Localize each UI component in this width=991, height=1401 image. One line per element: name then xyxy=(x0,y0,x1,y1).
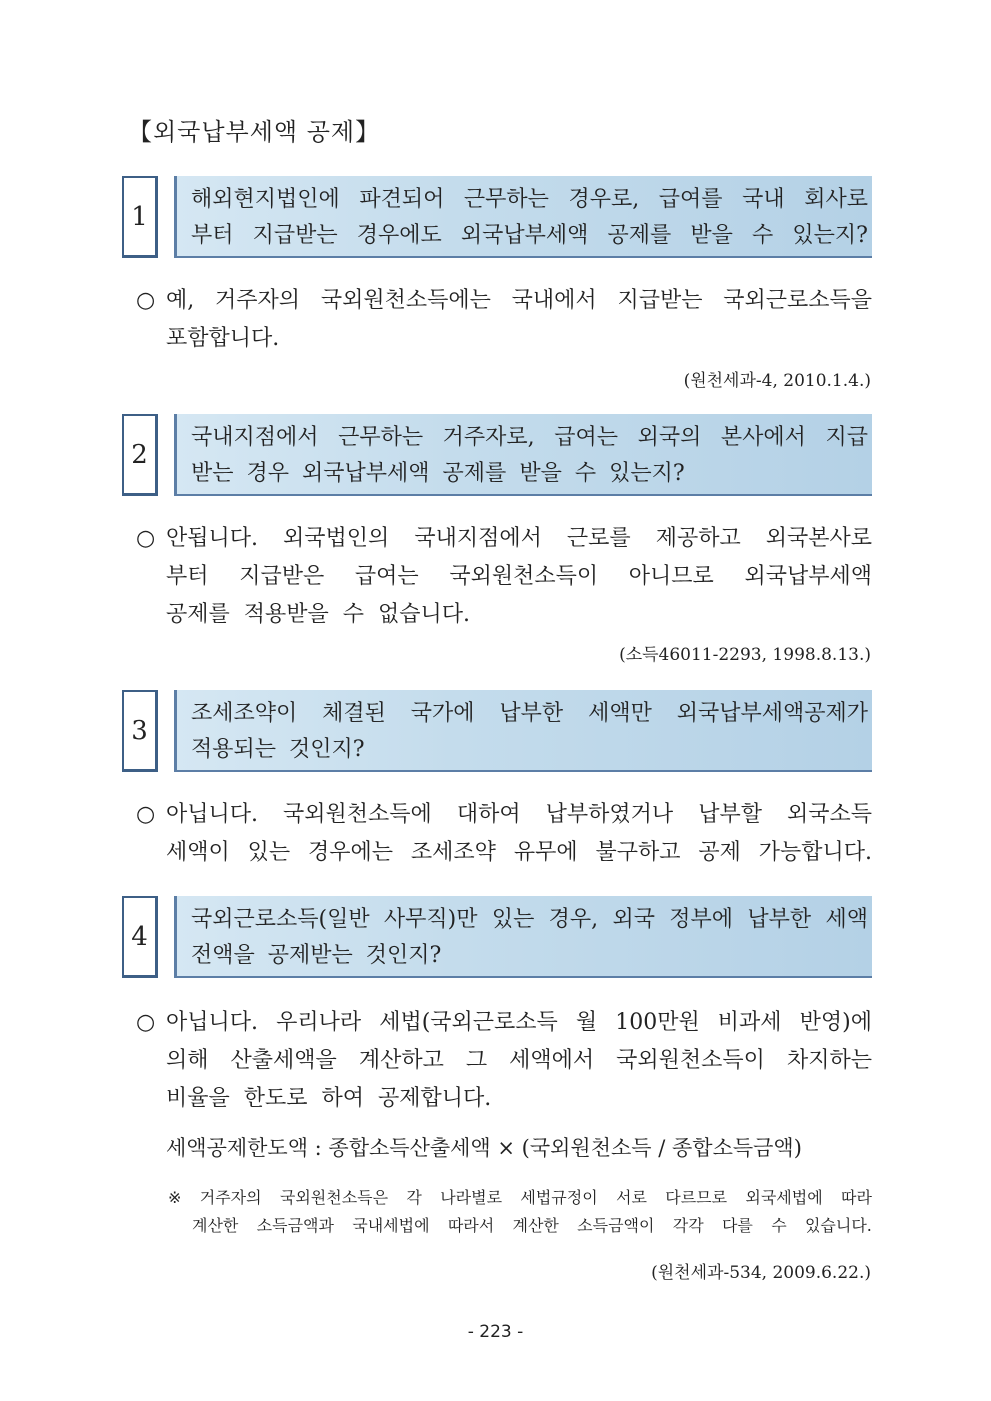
answer-1 xyxy=(136,282,872,358)
reference-1: (원천세과-4, 2010.1.4.) xyxy=(683,371,871,391)
question-4-line-2: 전액을 공제받는 것인지? xyxy=(191,943,442,968)
question-number-3: 3 xyxy=(122,690,158,772)
question-2-line-2: 받는 경우 외국납부세액 공제를 받을 수 있는지? xyxy=(191,461,685,486)
question-number-4: 4 xyxy=(122,896,158,978)
question-box-1 xyxy=(174,176,872,258)
question-1-line-2: 부터 지급받는 경우에도 외국납부세액 공제를 받을 수 있는지? xyxy=(191,223,868,248)
answer-3 xyxy=(136,796,872,872)
bullet-icon: ○ xyxy=(136,288,156,313)
answer-4-line-1: 아닙니다. 우리나라 세법(국외근로소득 월 100만원 비과세 반영)에 xyxy=(166,1010,872,1035)
answer-4-line-3: 비율을 한도로 하여 공제합니다. xyxy=(166,1086,492,1111)
question-box-4 xyxy=(174,896,872,978)
question-3-line-1: 조세조약이 체결된 국가에 납부한 세액만 외국납부세액공제가 xyxy=(191,701,868,726)
question-3-line-2: 적용되는 것인지? xyxy=(191,737,365,762)
question-number-1: 1 xyxy=(122,176,158,258)
answer-1-line-1: 예, 거주자의 국외원천소득에는 국내에서 지급받는 국외근로소득을 xyxy=(166,288,872,313)
answer-4-line-2: 의해 산출세액을 계산하고 그 세액에서 국외원천소득이 차지하는 xyxy=(166,1048,872,1073)
answer-4 xyxy=(136,1004,872,1118)
note xyxy=(168,1184,872,1240)
bullet-icon: ○ xyxy=(136,526,156,551)
answer-2-line-1: 안됩니다. 외국법인의 국내지점에서 근로를 제공하고 외국본사로 xyxy=(166,526,872,551)
reference-4: (원천세과-534, 2009.6.22.) xyxy=(651,1263,871,1283)
question-number-2: 2 xyxy=(122,414,158,496)
question-2-line-1: 국내지점에서 근무하는 거주자로, 급여는 외국의 본사에서 지급 xyxy=(191,425,868,450)
question-box-2 xyxy=(174,414,872,496)
answer-3-line-1: 아닙니다. 국외원천소득에 대하여 납부하였거나 납부할 외국소득 xyxy=(166,802,872,827)
note-line-1: ※ 거주자의 국외원천소득은 각 나라별로 세법규정이 서로 다르므로 외국세법에 따라 xyxy=(168,1188,872,1207)
question-1-line-1: 해외현지법인에 파견되어 근무하는 경우로, 급여를 국내 회사로 xyxy=(191,187,868,212)
question-4-line-1: 국외근로소득(일반 사무직)만 있는 경우, 외국 정부에 납부한 세액 xyxy=(191,907,868,932)
answer-2-line-3: 공제를 적용받을 수 없습니다. xyxy=(166,602,471,627)
answer-2-line-2: 부터 지급받은 급여는 국외원천소득이 아니므로 외국납부세액 xyxy=(166,564,872,589)
page-title: 【외국납부세액 공제】 xyxy=(128,118,381,146)
reference-2: (소득46011-2293, 1998.8.13.) xyxy=(619,645,871,665)
question-box-3 xyxy=(174,690,872,772)
page-number: - 223 - xyxy=(467,1322,524,1342)
note-line-2: 계산한 소득금액과 국내세법에 따라서 계산한 소득금액이 각각 다를 수 있습니다. xyxy=(192,1216,872,1235)
bullet-icon: ○ xyxy=(136,1010,156,1035)
bullet-icon: ○ xyxy=(136,802,156,827)
answer-3-line-2: 세액이 있는 경우에는 조세조약 유무에 불구하고 공제 가능합니다. xyxy=(166,840,872,865)
tax-credit-formula: 세액공제한도액 : 종합소득산출세액 × (국외원천소득 / 종합소득금액) xyxy=(166,1136,802,1160)
answer-1-line-2: 포함합니다. xyxy=(166,326,280,351)
answer-2 xyxy=(136,520,872,634)
